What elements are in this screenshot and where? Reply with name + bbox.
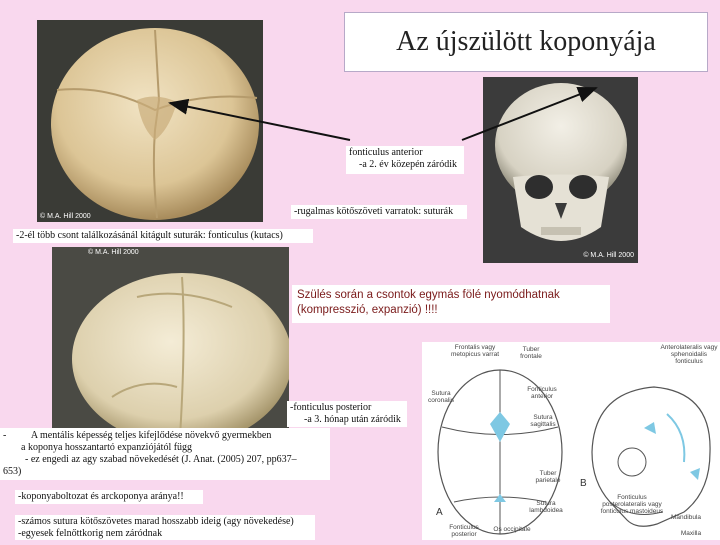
label-fonticulus-posterior xyxy=(287,401,407,427)
diagram-letter-a: A xyxy=(436,507,443,518)
compression-note xyxy=(292,285,610,323)
diagram-letter-b: B xyxy=(580,478,587,489)
diagram-label: Tuber frontale xyxy=(520,346,542,360)
citation: (J. Anat. (2005) 207, pp637– xyxy=(181,454,297,465)
copyright-text: © M.A. Hill 2000 xyxy=(583,252,634,259)
fontanelle-diagram-drawing xyxy=(422,342,720,540)
note-line-2: (kompresszió, expanzió) !!!! xyxy=(297,304,438,316)
mental-line-1 xyxy=(3,430,327,442)
diagram-label: Sutura lambdoidea xyxy=(529,500,563,514)
mental-line-3 xyxy=(3,454,327,466)
label-sutures xyxy=(291,205,467,219)
mental-capacity-text xyxy=(0,428,330,480)
label-text: -számos sutura kötőszövetes marad hosszabb ideig (agy növekedése) xyxy=(18,516,294,527)
label-sutures-remain xyxy=(15,515,315,540)
label-fonticulus-definition xyxy=(13,229,313,243)
diagram-label: Os occipitale xyxy=(493,526,531,533)
bullet: - xyxy=(3,430,7,441)
diagram-label: Fonticulus posterior xyxy=(449,524,479,538)
label-text: -fonticulus posterior xyxy=(290,402,372,413)
label-vault-ratio xyxy=(15,490,203,504)
diagram-label: Frontalis vagy metopicus varrat xyxy=(450,344,500,358)
label-text: -rugalmas kötőszöveti varratok: suturák xyxy=(294,206,454,217)
fontanelle-diagram xyxy=(422,342,720,540)
arrow-to-front-skull xyxy=(462,88,596,140)
label-fonticulus-anterior xyxy=(346,146,464,174)
label-text: fonticulus anterior xyxy=(349,147,423,158)
diagram-label: Fonticulus anterior xyxy=(527,386,557,400)
label-note: -a 2. év közepén záródik xyxy=(359,159,458,170)
diagram-label: Fonticulus posterolateralis vagy fonticulus mastoideus xyxy=(600,494,664,515)
note-line-1: Szülés során a csontok egymás fölé nyomódhatnak xyxy=(297,289,560,301)
mental-text: A mentális képesség teljes kifejlődése növekvő gyermekben xyxy=(30,430,272,441)
mental-line-2: a koponya hosszantartó expanziójától függ xyxy=(21,442,193,453)
diagram-label: Mandibula xyxy=(671,514,701,521)
label-text: -koponyaboltozat és arckoponya aránya!! xyxy=(18,491,184,502)
mental-text: - ez engedi az agy szabad növekedését xyxy=(25,454,179,465)
diagram-label: Sutura sagittalis xyxy=(530,414,556,428)
diagram-label: Anterolateralis vagy sphenoidalis fonticulus xyxy=(660,344,718,365)
mental-line-4: 653) xyxy=(3,466,22,477)
diagram-label: Tuber parietale xyxy=(535,470,561,484)
arrow-to-top-skull xyxy=(170,103,350,140)
copyright-text: © M.A. Hill 2000 xyxy=(88,249,139,256)
copyright-text: © M.A. Hill 2000 xyxy=(40,213,91,220)
slide-title: Az újszülött koponyája xyxy=(344,12,708,72)
diagram-label: Maxilla xyxy=(680,530,702,537)
label-text: -2-él több csont találkozásánál kitágult suturák: fonticulus (kutacs) xyxy=(16,230,283,241)
diagram-label: Sutura coronalis xyxy=(427,390,454,404)
label-note: -a 3. hónap után záródik xyxy=(304,414,401,425)
label-text: -egyesek felnőttkorig nem záródnak xyxy=(18,528,163,539)
